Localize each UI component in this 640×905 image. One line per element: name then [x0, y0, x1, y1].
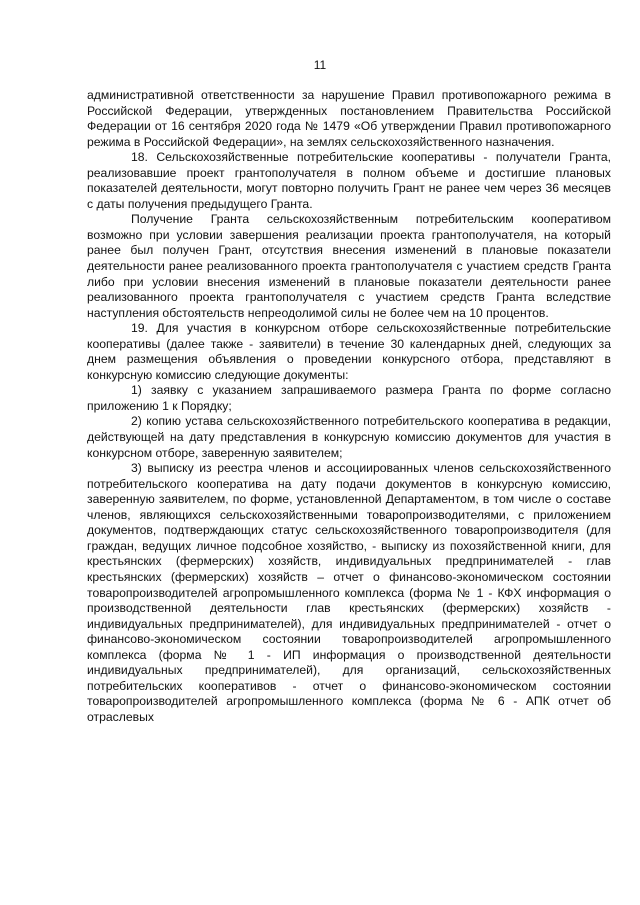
list-item-1-application: 1) заявку с указанием запрашиваемого размера Гранта по форме согласно приложению 1 к Порядку;	[87, 383, 611, 413]
paragraph-grant-conditions: Получение Гранта сельскохозяйственным потребительским кооперативом возможно при условии завершения реализации проекта грантополучателя, на который ранее был получен Грант, отсутствия внесения изменений в плановые показатели деятельности ранее реализованного проекта грантополучателя с участием средств Гранта либо при условии внесения изменений в плановые показатели деятельности ранее реализованного проекта грантополучателя с участием средств Гранта вследствие наступления обстоятельств непреодолимой силы не более чем на 10 процентов.	[87, 212, 611, 320]
paragraph-fire-regime-liability: административной ответственности за нарушение Правил противопожарного режима в Российской Федерации, утвержденных постановлением Правительства Российской Федерации от 16 сентября 2020 года № 1479 «Об утверждении Правил противопожарного режима в Российской Федерации», на землях сельскохозяйственного назначения.	[87, 88, 611, 149]
paragraph-18-repeat-grant: 18. Сельскохозяйственные потребительские кооперативы - получатели Гранта, реализовавшие проект грантополучателя в полном объеме и достигшие плановых показателей деятельности, могут повторно получить Грант не ранее чем через 36 месяцев с даты получения предыдущего Гранта.	[87, 150, 611, 211]
body-text	[87, 88, 611, 725]
page-number: 11	[313, 58, 327, 72]
list-item-2-charter-copy: 2) копию устава сельскохозяйственного потребительского кооператива в редакции, действующей на дату представления в конкурсную комиссию документов для участия в конкурсном отборе, заверенную заявителем;	[87, 414, 611, 460]
list-item-3-members-register: 3) выписку из реестра членов и ассоциированных членов сельскохозяйственного потребительского кооператива на дату подачи документов в конкурсную комиссию, заверенную заявителем, по форме, установленной Департаментом, в том числе о составе членов, являющихся сельскохозяйственными товаропроизводителями, с приложением документов, подтверждающих статус сельскохозяйственного товаропроизводителя (для граждан, ведущих личное подсобное хозяйство, - выписку из похозяйственной книги, для крестьянских (фермерских) хозяйств, индивидуальных предпринимателей - глав крестьянских (фермерских) хозяйств – отчет о финансово-экономическом состоянии товаропроизводителей агропромышленного комплекса (форма № 1 - КФХ информация о производственной деятельности глав крестьянских (фермерских) хозяйств - индивидуальных предпринимателей), для индивидуальных предпринимателей - отчет о финансово-экономическом состоянии товаропроизводителей агропромышленного комплекса (форма № 1 - ИП информация о производственной деятельности индивидуальных предпринимателей), для организаций, сельскохозяйственных потребительских кооперативов - отчет о финансово-экономическом состоянии товаропроизводителей агропромышленного комплекса (форма № 6 - АПК отчет об отраслевых	[87, 461, 611, 724]
paragraph-19-required-documents: 19. Для участия в конкурсном отборе сельскохозяйственные потребительские кооперативы (далее также - заявители) в течение 30 календарных дней, следующих за днем размещения объявления о проведении конкурсного отбора, представляют в конкурсную комиссию следующие документы:	[87, 321, 611, 382]
